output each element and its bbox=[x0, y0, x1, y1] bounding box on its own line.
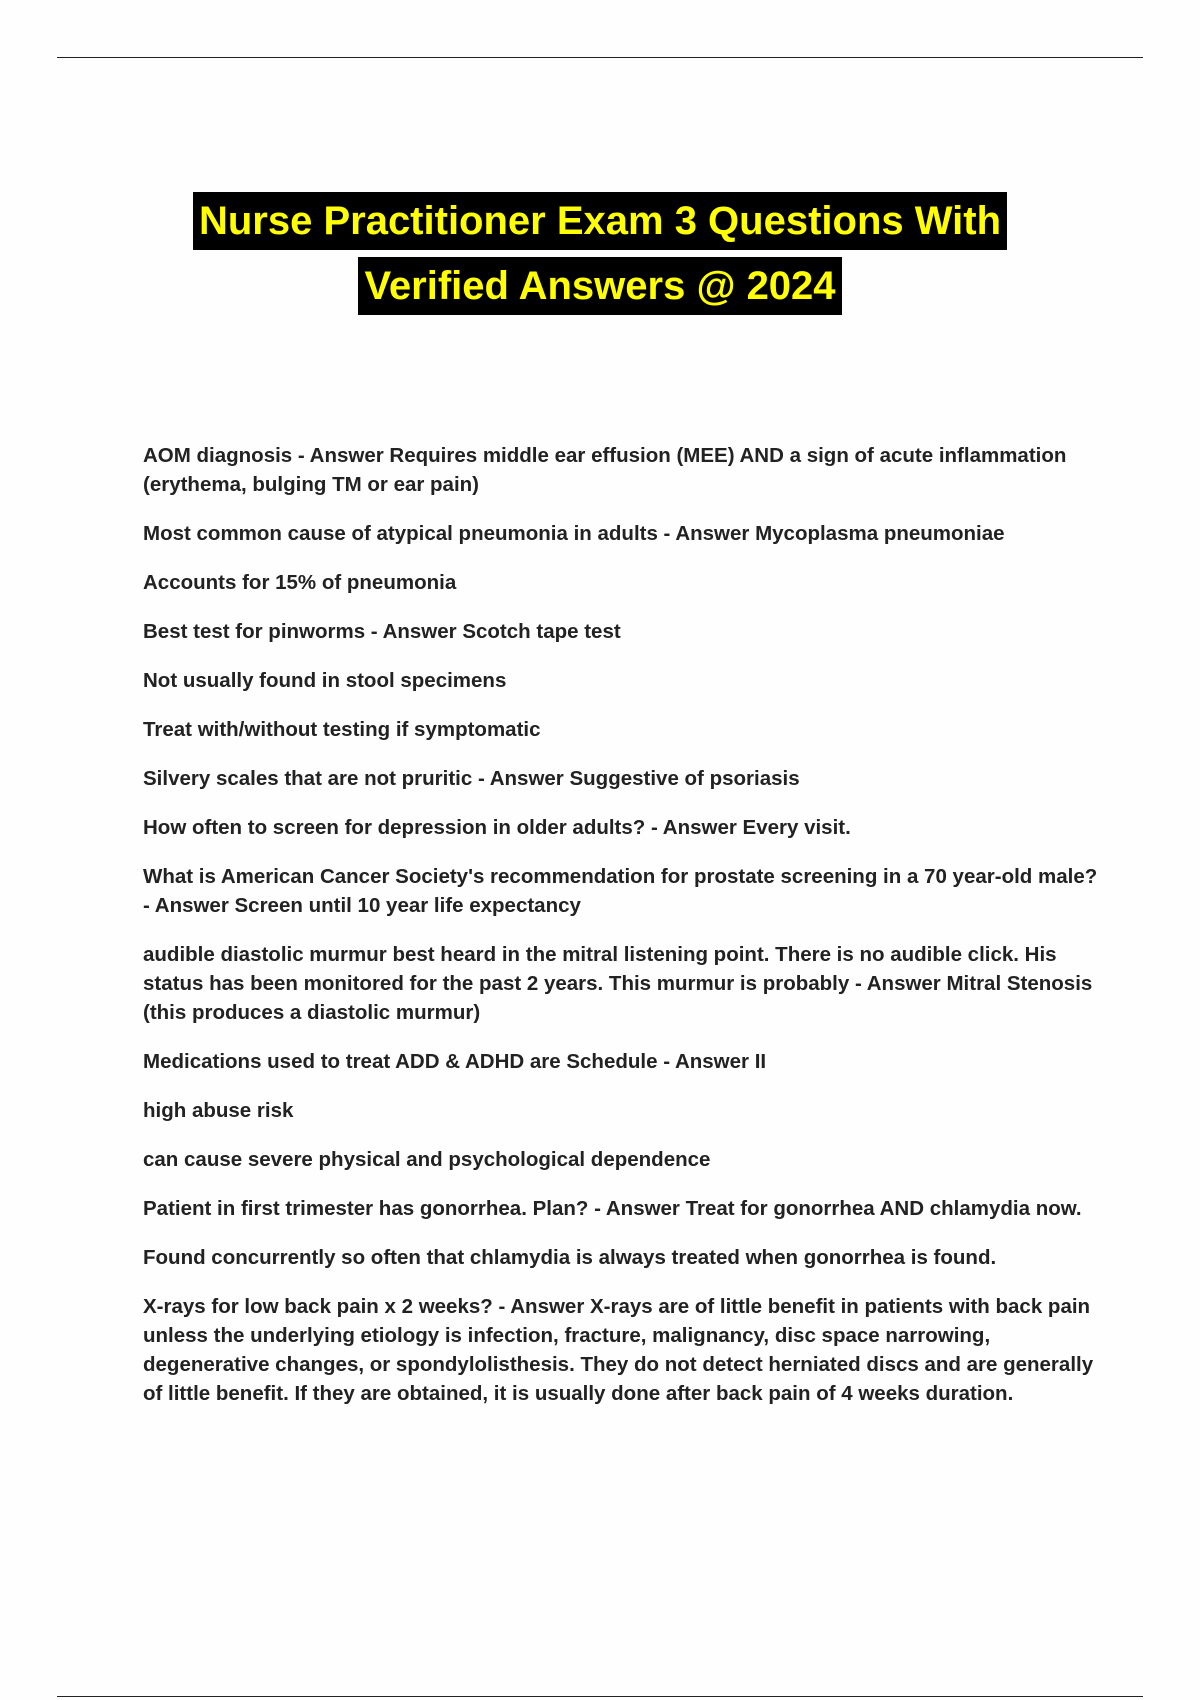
title-line-2: Verified Answers @ 2024 bbox=[358, 257, 841, 315]
qa-list bbox=[143, 441, 1103, 1428]
qa-entry-mitral-murmur: audible diastolic murmur best heard in the mitral listening point. There is no audible click. His status has been monitored for the past 2 years. This murmur is probably - Answer Mitral Stenosis (this produces a diastolic murmur) bbox=[143, 943, 1093, 1024]
bottom-divider bbox=[57, 1696, 1143, 1697]
qa-entry-pinworms: Best test for pinworms - Answer Scotch tape test bbox=[143, 620, 621, 643]
document-title bbox=[0, 192, 1200, 315]
qa-entry-depression-screening: How often to screen for depression in older adults? - Answer Every visit. bbox=[143, 816, 851, 839]
qa-note-abuse-risk: high abuse risk bbox=[143, 1099, 294, 1122]
qa-entry-gonorrhea-trimester: Patient in first trimester has gonorrhea. Plan? - Answer Treat for gonorrhea AND chlamydia now. bbox=[143, 1197, 1082, 1220]
qa-entry-adhd-schedule: Medications used to treat ADD & ADHD are Schedule - Answer II bbox=[143, 1050, 767, 1073]
qa-entry-prostate-screening: What is American Cancer Society's recommendation for prostate screening in a 70 year-old male? - Answer Screen until 10 year life expectancy bbox=[143, 865, 1098, 917]
qa-entry-atypical-pneumonia: Most common cause of atypical pneumonia in adults - Answer Mycoplasma pneumoniae bbox=[143, 522, 1005, 545]
qa-note-chlamydia-concurrent: Found concurrently so often that chlamydia is always treated when gonorrhea is found. bbox=[143, 1246, 997, 1269]
qa-entry-low-back-xrays: X-rays for low back pain x 2 weeks? - Answer X-rays are of little benefit in patients with back pain unless the underlying etiology is infection, fracture, malignancy, disc space narrowing, degenerative changes, or spondylolisthesis. They do not detect herniated discs and are generally of little benefit. If they are obtained, it is usually done after back pain of 4 weeks duration. bbox=[143, 1295, 1094, 1405]
qa-note-dependence: can cause severe physical and psychological dependence bbox=[143, 1148, 711, 1171]
top-divider bbox=[57, 57, 1143, 58]
qa-note-treat-symptomatic: Treat with/without testing if symptomatic bbox=[143, 718, 541, 741]
qa-note-pneumonia-percent: Accounts for 15% of pneumonia bbox=[143, 571, 457, 594]
title-line-1: Nurse Practitioner Exam 3 Questions With bbox=[193, 192, 1007, 250]
qa-entry-aom-diagnosis: AOM diagnosis - Answer Requires middle ear effusion (MEE) AND a sign of acute inflammation (erythema, bulging TM or ear pain) bbox=[143, 444, 1067, 496]
qa-entry-psoriasis: Silvery scales that are not pruritic - Answer Suggestive of psoriasis bbox=[143, 767, 800, 790]
qa-note-stool-specimens: Not usually found in stool specimens bbox=[143, 669, 507, 692]
